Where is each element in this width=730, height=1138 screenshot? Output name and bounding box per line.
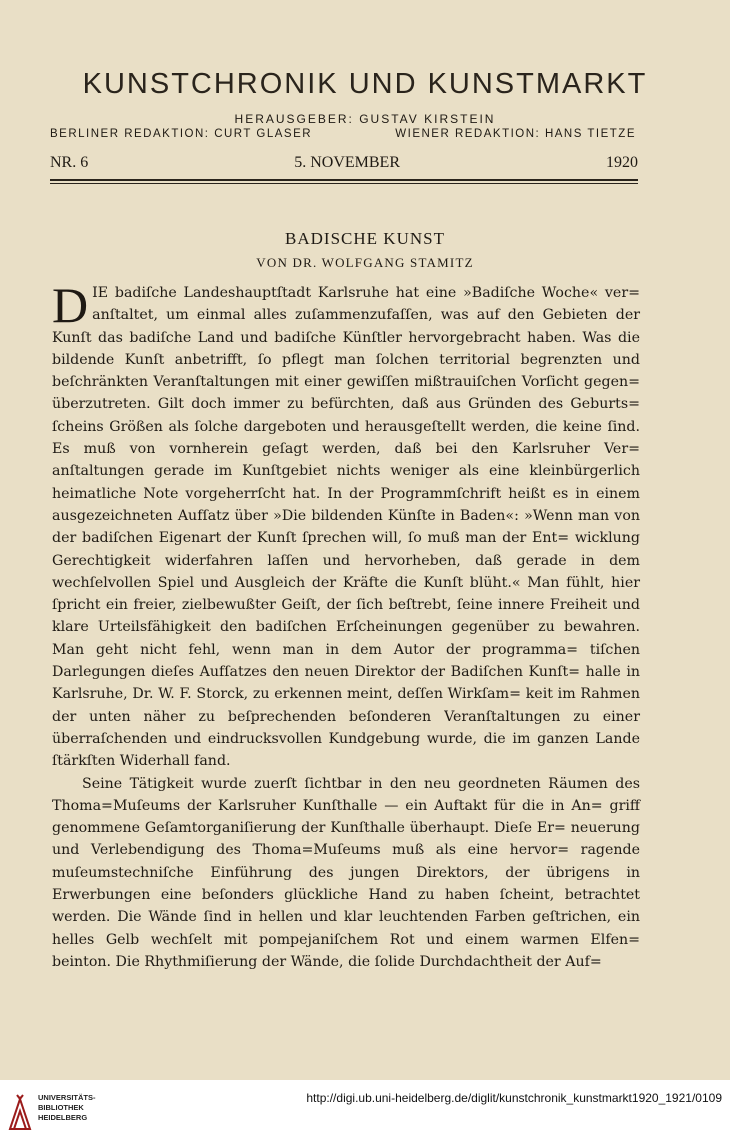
article-body	[52, 277, 640, 973]
header-rule-thin	[50, 183, 638, 184]
library-name	[38, 1093, 96, 1123]
redaktion-line	[50, 128, 636, 140]
university-library-logo-icon	[8, 1093, 32, 1131]
library-name-line2: BIBLIOTHEK	[38, 1103, 84, 1112]
issue-date: 5. NOVEMBER	[294, 154, 400, 171]
article-title: BADISCHE KUNST	[285, 229, 445, 248]
issue-year: 1920	[605, 154, 638, 171]
library-name-line3: HEIDELBERG	[38, 1113, 88, 1122]
editor-line: HERAUSGEBER: GUSTAV KIRSTEIN	[234, 112, 496, 126]
source-url-link[interactable]: http://digi.ub.uni-heidelberg.de/diglit/kunstchronik_kunstmarkt1920_1921/0109	[306, 1091, 722, 1105]
library-name-line1: UNIVERSITÄTS-	[38, 1093, 96, 1102]
vienna-redaktion: WIENER REDAKTION: HANS TIETZE	[395, 128, 636, 140]
paragraph-1	[52, 277, 640, 773]
paragraph-2: Seine Tätigkeit wurde zuerſt ſichtbar in den neu geordneten Räumen des Thoma=Muſeums der Karlsruher Kunſthalle — ein Auftakt für die in An= griff genommene Geſamtorganiſierung der Kunſthalle überhaupt. Dieſe Er= neuerung und Verlebendigung des Thoma=Muſeums muß als eine hervor= ragende muſeumstechniſche Einführung des jungen Direktors, der übrigens in Erwerbungen eine beſonders glückliche Hand zu haben ſcheint, betrachtet werden. Die Wände ſind in hellen und klar leuchtenden Farben geſtrichen, ein helles Gelb wechſelt mit pompejaniſchem Rot und einem warmen Elfen= beinton. Die Rhythmiſierung der Wände, die ſolide Durchdachtheit der Auf=	[52, 775, 640, 970]
header-rule-thick	[50, 179, 638, 181]
footer-bar	[0, 1080, 730, 1138]
article-author: VON DR. WOLFGANG STAMITZ	[256, 255, 474, 270]
issue-line	[50, 154, 638, 172]
issue-number: NR. 6	[50, 154, 89, 171]
berlin-redaktion: BERLINER REDAKTION: CURT GLASER	[50, 128, 313, 140]
drop-cap: D	[52, 277, 89, 333]
paragraph-1-text: IE badiſche Landeshauptſtadt Karlsruhe hat eine »Badiſche Woche« ver= anſtaltet, um einmal alles zuſammenzufaſſen, was auf den Gebieten der Kunſt das badiſche Land und badiſche Künſtler hervorgebracht haben. Was die bildende Kunſt anbetrifft, ſo pflegt man ſolchen territorial begrenzten und beſchränkten Veranſtaltungen mit einer gewiſſen mißtrauiſchen Vorſicht gegen= überzutreten. Gilt doch immer zu befürchten, daß aus Gründen des Geburts= ſcheins Größen als ſolche dargeboten und herausgeſtellt werden, die keine ſind. Es muß von vornherein geſagt werden, daß bei den Karlsruher Ver= anſtaltungen gerade im Kunſtgebiet nichts weniger als eine kleinbürgerlich heimatliche Note vorgeherrſcht hat. In der Programmſchrift heißt es in einem ausgezeichneten Aufſatz über »Die bildenden Künſte in Baden«: »Wenn man von der badiſchen Eigenart der Kunſt ſprechen will, ſo muß man der Ent= wicklung Gerechtigkeit widerfahren laſſen und hervorheben, daß gerade in dem wechſelvollen Spiel und Ausgleich der Kräfte die Kunſt blüht.« Man fühlt, hier ſpricht ein freier, zielbewußter Geiſt, der ſich beſtrebt, ſeine innere Freiheit und klare Urteilsfähigkeit den badiſchen Erſcheinungen gegenüber zu bewahren. Man geht nicht fehl, wenn man in dem Autor der programma= tiſchen Darlegungen dieſes Aufſatzes den neuen Direktor der Badiſchen Kunſt= halle in Karlsruhe, Dr. W. F. Storck, zu erkennen meint, deſſen Wirkſam= keit im Rahmen der unten näher zu beſprechenden beſonderen Veranſtaltungen zu einer überraſchenden und eindrucksvollen Kundgebung wurde, die im ganzen Lande ſtärkſten Widerhall fand.	[52, 285, 640, 770]
journal-title: KUNSTCHRONIK UND KUNSTMARKT	[82, 68, 648, 100]
